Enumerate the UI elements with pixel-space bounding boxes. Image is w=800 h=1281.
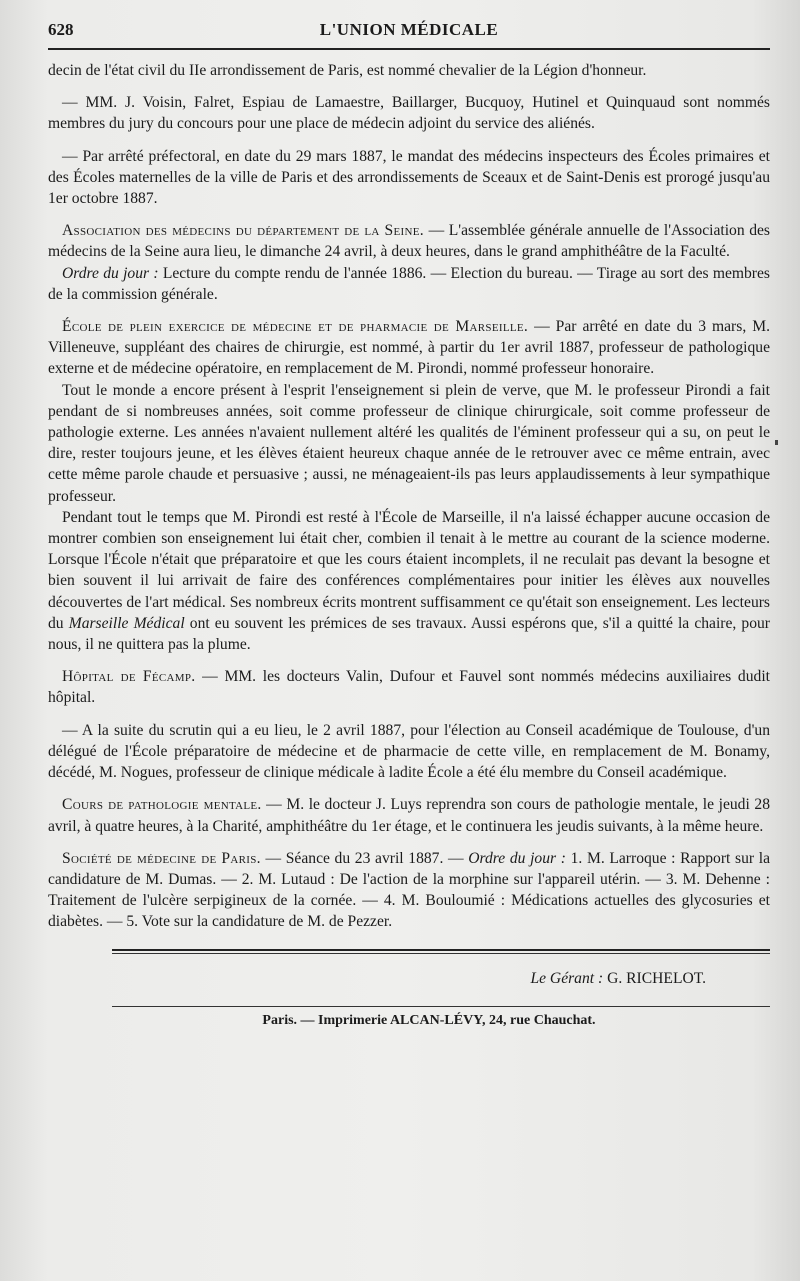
running-head <box>48 18 770 46</box>
association-text: — L'assemblée générale annuelle de l'Association des médecins de la Seine aura lieu, le dimanche 24 avril, à deux heures, dans le grand amphithéâtre de la Faculté. <box>48 222 771 261</box>
article-body <box>48 60 770 933</box>
paragraph-pirondi-career <box>48 507 770 655</box>
paragraph-hopital-fecamp <box>48 666 770 708</box>
header-rule <box>48 48 770 50</box>
marseille-medical-title: Marseille Médical <box>68 614 185 632</box>
association-heading: Association des médecins du département de la Seine. <box>62 222 424 240</box>
paragraph-ecole-marseille <box>48 316 770 380</box>
societe-text-b: 1. M. Larroque : Rapport sur la candidature de M. Dumas. — 2. M. Lutaud : De l'action de la morphine sur l'appareil utérin. — 3. M. Dehenne : Traitement de l'ulcère serpigineux de la cornée. — 4. M. Bouloumié : Médications actuelles des glycosuries et diabètes. — 5. Vote sur la candidature de M. de Pezzer. <box>48 849 770 931</box>
societe-heading: Société de médecine de Paris. <box>62 849 261 867</box>
paragraph-pirondi-tribute: Tout le monde a encore présent à l'esprit l'enseignement si plein de verve, que M. le professeur Pirondi a fait pendant de si nombreuses années, soit comme professeur de clinique chirurgicale, soit comme professeur de pathologie externe. Les années n'avaient nullement altéré les qualités de l'éminent professeur qui a su, on peut le dire, rester toujours jeune, et les élèves étaient heureux chaque année de le retrouver avec ce même entrain, avec cette même parole chaude et persuasive ; aussi, ne ménageaient-ils pas leurs applaudissements à leur sympathique professeur. <box>48 381 770 505</box>
gerant-name: G. RICHELOT. <box>603 969 706 987</box>
printer-imprint: Paris. — Imprimerie ALCAN-LÉVY, 24, rue Chauchat. <box>262 1012 596 1028</box>
pirondi-text-a: Pendant tout le temps que M. Pirondi est resté à l'École de Marseille, il n'a laissé échapper aucune occasion de montrer combien son enseignement lui était cher, combien il tenait à le mettre au courant de la science moderne. Lorsque l'École n'était que préparatoire et que les cours étaient incomplets, il ne reculait pas devant la besogne et bien souvent il lui arrivait de faire des conférences complémentaires pour initier les élèves aux nouvelles découvertes de l'art médical. Ses nombreux écrits montrent suffisamment ce qu'était son enseignement. Les lecteurs du <box>48 508 770 632</box>
margin-mark <box>775 440 778 445</box>
pirondi-text-b: ont eu souvent les prémices de ses travaux. Aussi espérons que, s'il a quitté la chaire, pour nous, il ne quittera pas la plume. <box>48 614 770 654</box>
cours-heading: Cours de pathologie mentale. <box>62 796 262 814</box>
cours-text: — M. le docteur J. Luys reprendra son cours de pathologie mentale, le jeudi 28 avril, à quatre heures, à la Charité, amphithéâtre du 1er étage, et le continuera les jeudis suivants, à la même heure. <box>48 796 770 835</box>
paragraph-societe-medecine <box>48 848 770 933</box>
paragraph-association <box>48 220 770 262</box>
ecole-heading: École de plein exercice de médecine et de pharmacie de Marseille. <box>62 318 529 336</box>
ordre-du-jour-label: Ordre du jour : <box>62 264 159 282</box>
paragraph-scrutin-toulouse: — A la suite du scrutin qui a eu lieu, le 2 avril 1887, pour l'élection au Conseil académique de Toulouse, d'un délégué de l'École préparatoire de médecine et de pharmacie de cette ville, en remplacement de M. Bonamy, décédé, M. Nogues, professeur de clinique médicale à ladite École a été élu membre du Conseil académique. <box>48 721 770 782</box>
hopital-text: — MM. les docteurs Valin, Dufour et Fauvel sont nommés médecins auxiliaires dudit hôpital. <box>48 668 770 707</box>
societe-text-a: — Séance du 23 avril 1887. — <box>260 849 469 867</box>
paragraph-cours-pathologie <box>48 794 770 836</box>
ecole-text: — Par arrêté en date du 3 mars, M. Villeneuve, suppléant des chaires de chirurgie, est nommé, à partir du 1er avril 1887, professeur de pathologique externe et de médecine opératoire, en remplacement de M. Pirondi, nommé professeur honoraire. <box>48 318 770 378</box>
journal-title: L'UNION MÉDICALE <box>319 20 499 39</box>
societe-ordre-label: Ordre du jour : <box>468 849 566 867</box>
ordre-du-jour-text: Lecture du compte rendu de l'année 1886. — Election du bureau. — Tirage au sort des membres de la commission générale. <box>48 264 770 303</box>
paragraph-jury: — MM. J. Voisin, Falret, Espiau de Lamaestre, Baillarger, Bucquoy, Hutinel et Quinquaud sont nommés membres du jury du concours pour une place de médecin adjoint du service des aliénés. <box>48 94 770 133</box>
page-number: 628 <box>48 20 74 39</box>
gerant-label: Le Gérant : <box>530 969 604 987</box>
paragraph-inspecteurs: — Par arrêté préfectoral, en date du 29 mars 1887, le mandat des médecins inspecteurs des Écoles primaires et des Écoles maternelles de la ville de Paris et des arrondissements de Sceaux et de Saint-Denis est prorogé jusqu'au 1er octobre 1887. <box>48 147 770 208</box>
hopital-heading: Hôpital de Fécamp. <box>62 668 196 686</box>
paragraph-legion: decin de l'état civil du IIe arrondissement de Paris, est nommé chevalier de la Légion d'honneur. <box>48 62 647 79</box>
signature-rule-top <box>112 949 770 951</box>
gerant-signature <box>48 954 770 988</box>
paragraph-ordre-du-jour <box>48 263 770 305</box>
